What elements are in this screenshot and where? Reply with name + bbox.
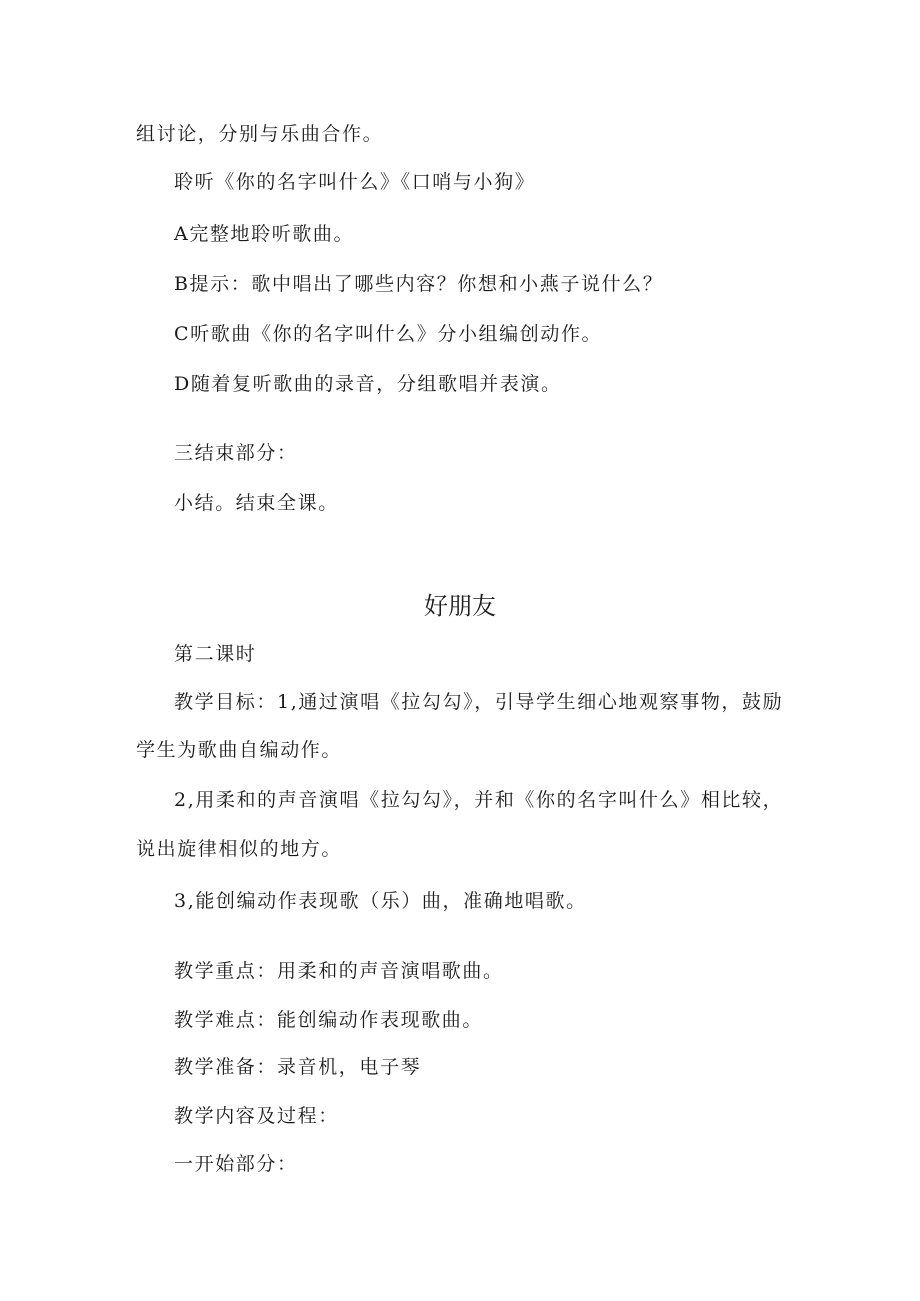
step-a: A完整地聆听歌曲。 — [174, 223, 355, 245]
step-c: C听歌曲《你的名字叫什么》分小组编创动作。 — [174, 323, 603, 345]
section-heading-ending: 三结束部分： — [174, 442, 298, 464]
step-d: D随着复听歌曲的录音，分组歌唱并表演。 — [174, 373, 562, 395]
teaching-goal-1-continued: 学生为歌曲自编动作。 — [136, 739, 343, 761]
teaching-preparation: 教学准备：录音机，电子琴 — [174, 1056, 422, 1078]
teaching-goal-1: 教学目标：1,通过演唱《拉勾勾》，引导学生细心地观察事物，鼓励 — [174, 691, 784, 713]
section-heading-start: 一开始部分： — [174, 1153, 298, 1175]
teaching-content-heading: 教学内容及过程： — [174, 1105, 339, 1127]
teaching-goal-3: 3,能创编动作表现歌（乐）曲，准确地唱歌。 — [174, 890, 587, 912]
listening-intro: 聆听《你的名字叫什么》《口哨与小狗》 — [174, 171, 536, 193]
step-b: B提示：歌中唱出了哪些内容？你想和小燕子说什么？ — [174, 273, 664, 295]
teaching-difficulty: 教学难点：能创编动作表现歌曲。 — [174, 1009, 484, 1031]
summary-line: 小结。结束全课。 — [174, 492, 339, 514]
teaching-goal-2-continued: 说出旋律相似的地方。 — [136, 838, 343, 860]
paragraph-continuation: 组讨论，分别与乐曲合作。 — [136, 123, 384, 145]
lesson-title: 好朋友 — [424, 592, 496, 620]
teaching-key-point: 教学重点：用柔和的声音演唱歌曲。 — [174, 960, 504, 982]
lesson-period: 第二课时 — [174, 643, 257, 665]
teaching-goal-2: 2,用柔和的声音演唱《拉勾勾》，并和《你的名字叫什么》相比较， — [174, 789, 784, 811]
